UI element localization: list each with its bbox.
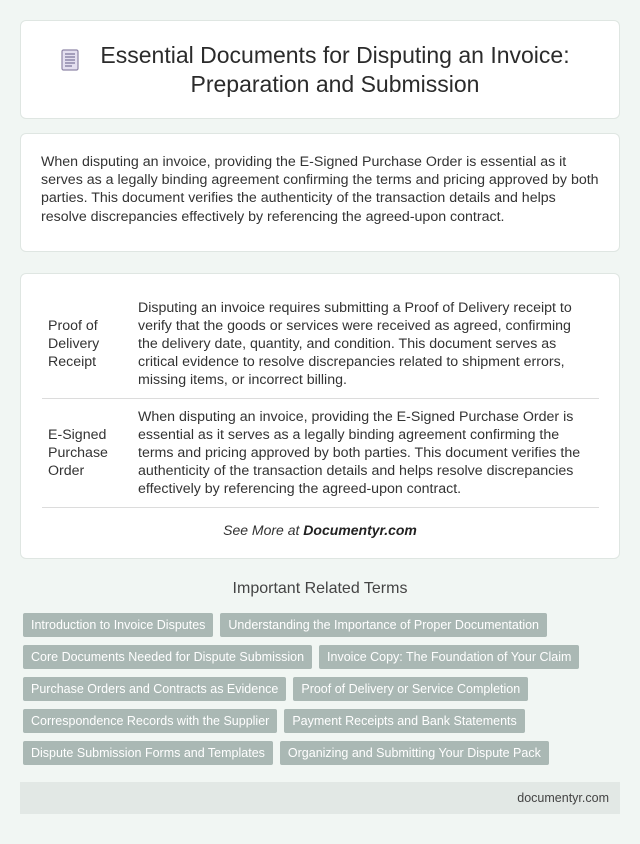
related-term-tag[interactable]: Proof of Delivery or Service Completion [293,677,528,701]
intro-paragraph: When disputing an invoice, providing the E-Signed Purchase Order is essential as it serves as a legally binding agreement confirming the terms and pricing approved by both parties. This document verifies the authenticity of the transaction details and helps resolve discrepancies effectively by referencing the agreed-upon contract. [41,154,599,225]
documents-table [42,290,599,508]
related-term-tag[interactable]: Dispute Submission Forms and Templates [23,741,273,765]
document-description: When disputing an invoice, providing the E-Signed Purchase Order is essential as it serves as a legally binding agreement confirming the terms and pricing approved by both parties. This document verifies the authenticity of the transaction details and helps resolve discrepancies effectively by referencing the agreed-upon contract. [132,399,599,508]
related-term-tag[interactable]: Purchase Orders and Contracts as Evidence [23,677,286,701]
footer [20,782,620,814]
related-term-tag[interactable]: Correspondence Records with the Supplier [23,709,277,733]
see-more-site[interactable]: Documentyr.com [303,522,417,538]
related-terms-list [23,613,623,765]
documents-card [20,273,620,559]
related-term-tag[interactable]: Invoice Copy: The Foundation of Your Claim [319,645,579,669]
table-row [42,290,599,399]
see-more-link[interactable] [21,522,619,538]
document-name: E-Signed Purchase Order [42,399,132,508]
page-title: Essential Documents for Disputing an Invoice: Preparation and Submission [100,41,570,97]
document-name: Proof of Delivery Receipt [42,290,132,399]
related-term-tag[interactable]: Organizing and Submitting Your Dispute Pack [280,741,549,765]
see-more-prefix: See More at [223,522,304,538]
footer-site-link[interactable]: documentyr.com [517,791,609,805]
related-term-tag[interactable]: Introduction to Invoice Disputes [23,613,213,637]
table-row [42,399,599,508]
title-card [20,20,620,119]
document-description: Disputing an invoice requires submitting a Proof of Delivery receipt to verify that the goods or services were received as agreed, confirming the delivery date, quantity, and condition. This document serves as critical evidence to resolve discrepancies related to shipment errors, missing items, or incorrect billing. [132,290,599,399]
related-term-tag[interactable]: Understanding the Importance of Proper Documentation [220,613,547,637]
intro-card [20,133,620,252]
related-terms-heading: Important Related Terms [232,580,408,597]
related-term-tag[interactable]: Payment Receipts and Bank Statements [284,709,524,733]
related-term-tag[interactable]: Core Documents Needed for Dispute Submission [23,645,312,669]
